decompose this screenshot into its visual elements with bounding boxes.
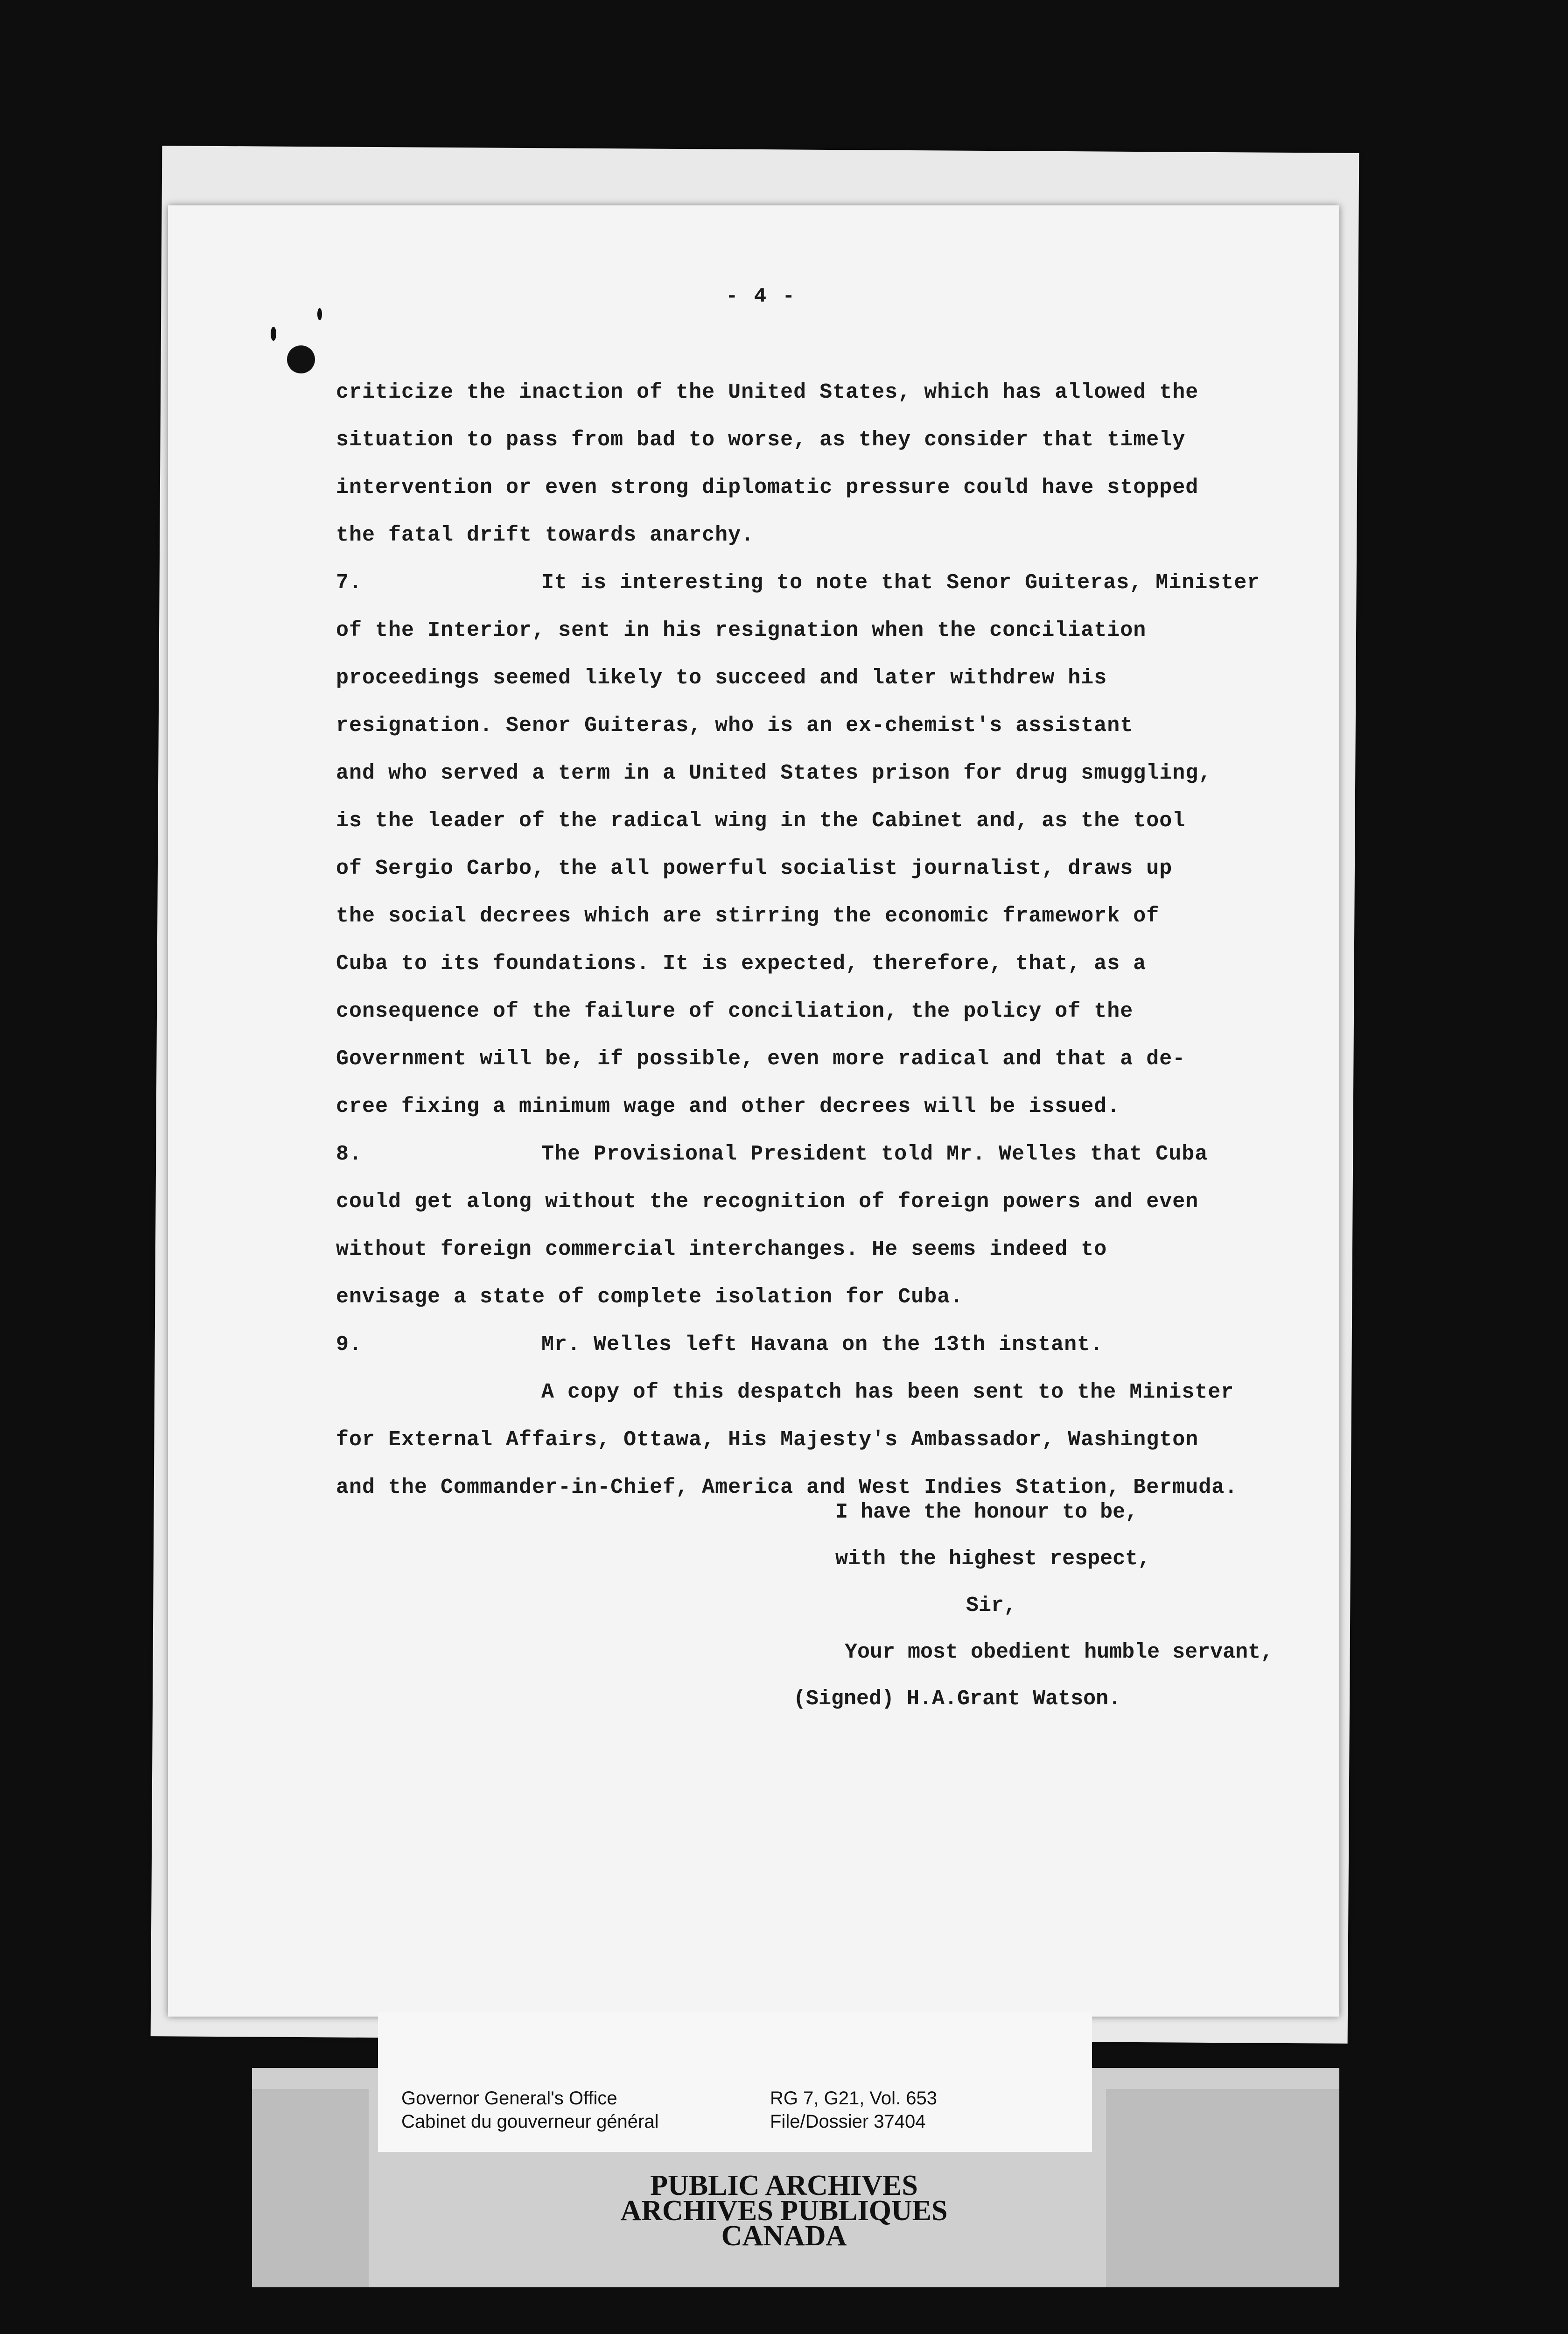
line-text: resignation. Senor Guiteras, who is an ex-chemist's assistant	[336, 714, 1134, 738]
letter-closing	[793, 1489, 1273, 1722]
text-line	[336, 750, 1325, 797]
text-line	[336, 1226, 1325, 1273]
text-line	[336, 893, 1325, 940]
line-text: intervention or even strong diplomatic pressure could have stopped	[336, 476, 1199, 499]
ink-speck	[317, 308, 322, 320]
text-line	[336, 1083, 1325, 1131]
text-line	[336, 1321, 1325, 1369]
archive-reference: RG 7, G21, Vol. 653	[770, 2088, 937, 2109]
line-text: and the Commander-in-Chief, America and West Indies Station, Bermuda.	[336, 1476, 1238, 1499]
line-text: is the leader of the radical wing in the Cabinet and, as the tool	[336, 809, 1186, 833]
line-text: situation to pass from bad to worse, as they consider that timely	[336, 428, 1186, 452]
text-line	[336, 1131, 1325, 1178]
line-text: envisage a state of complete isolation for Cuba.	[336, 1285, 964, 1309]
closing-line: Sir,	[966, 1594, 1017, 1617]
hole-punch-mark	[287, 345, 315, 373]
line-text: consequence of the failure of conciliation, the policy of the	[336, 999, 1134, 1023]
paragraph-number: 8.	[336, 1142, 363, 1166]
line-text: the social decrees which are stirring the economic framework of	[336, 904, 1160, 928]
page-number: - 4 -	[726, 285, 797, 308]
archive-office-fr: Cabinet du gouverneur général	[401, 2111, 659, 2132]
line-text: Cuba to its foundations. It is expected, therefore, that, as a	[336, 952, 1147, 976]
letter-body	[336, 369, 1325, 1511]
closing-line: with the highest respect,	[835, 1547, 1151, 1571]
archive-label-tab	[1106, 2089, 1339, 2287]
paragraph-number: 9.	[336, 1333, 363, 1357]
stamp-line: ARCHIVES PUBLIQUES	[620, 2195, 948, 2227]
text-line	[336, 797, 1325, 845]
archive-file-number: File/Dossier 37404	[770, 2111, 926, 2132]
line-text: and who served a term in a United States prison for drug smuggling,	[336, 761, 1212, 785]
text-line	[336, 1178, 1325, 1226]
line-text: of the Interior, sent in his resignation when the conciliation	[336, 619, 1147, 642]
text-line	[336, 1369, 1325, 1416]
public-archives-stamp	[467, 2170, 1101, 2252]
text-line	[336, 845, 1325, 893]
closing-line: (Signed) H.A.Grant Watson.	[793, 1687, 1121, 1711]
line-text: The Provisional President told Mr. Welles that Cuba	[541, 1142, 1208, 1166]
text-line	[336, 1035, 1325, 1083]
text-line	[336, 940, 1325, 988]
text-line	[336, 369, 1325, 416]
line-text: the fatal drift towards anarchy.	[336, 523, 755, 547]
line-text: It is interesting to note that Senor Guiteras, Minister	[541, 571, 1260, 595]
line-text: Mr. Welles left Havana on the 13th instant.	[541, 1333, 1104, 1357]
line-text: A copy of this despatch has been sent to the Minister	[541, 1380, 1234, 1404]
text-line	[336, 988, 1325, 1035]
line-text: without foreign commercial interchanges. He seems indeed to	[336, 1237, 1107, 1261]
text-line	[336, 464, 1325, 512]
text-line	[336, 1416, 1325, 1464]
line-text: cree fixing a minimum wage and other decrees will be issued.	[336, 1095, 1120, 1118]
paragraph-number: 7.	[336, 571, 363, 595]
text-line	[336, 416, 1325, 464]
line-text: of Sergio Carbo, the all powerful socialist journalist, draws up	[336, 857, 1173, 880]
text-line	[336, 702, 1325, 750]
text-line	[336, 1273, 1325, 1321]
text-line	[336, 559, 1325, 607]
line-text: proceedings seemed likely to succeed and later withdrew his	[336, 666, 1107, 690]
closing-line: I have the honour to be,	[835, 1500, 1138, 1524]
ink-speck	[271, 327, 276, 341]
text-line	[336, 607, 1325, 654]
stamp-line: PUBLIC ARCHIVES	[650, 2170, 918, 2201]
line-text: Government will be, if possible, even more radical and that a de-	[336, 1047, 1186, 1071]
archive-office-en: Governor General's Office	[401, 2088, 617, 2109]
line-text: could get along without the recognition of foreign powers and even	[336, 1190, 1199, 1214]
line-text: criticize the inaction of the United States, which has allowed the	[336, 380, 1199, 404]
text-line	[336, 654, 1325, 702]
line-text: for External Affairs, Ottawa, His Majesty's Ambassador, Washington	[336, 1428, 1199, 1452]
archive-label-tab	[252, 2089, 369, 2287]
text-line	[336, 512, 1325, 559]
closing-line: Your most obedient humble servant,	[845, 1640, 1274, 1664]
stamp-line: CANADA	[721, 2220, 847, 2252]
